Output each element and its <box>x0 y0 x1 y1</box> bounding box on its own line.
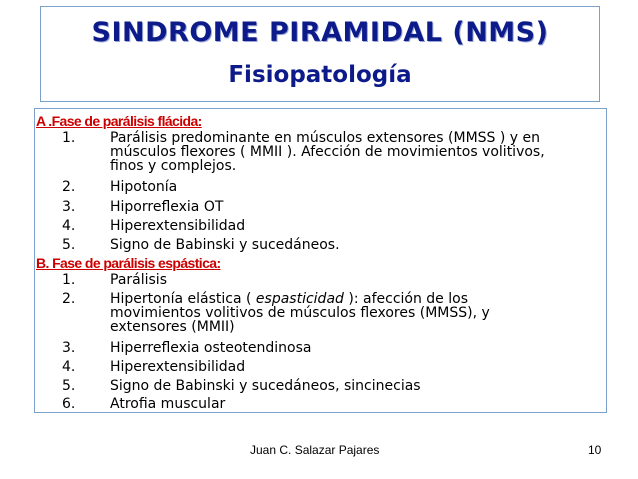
item-text: Hiperreflexia osteotendinosa <box>110 340 312 356</box>
item-text: Atrofia muscular <box>110 396 226 412</box>
list-item <box>62 131 602 177</box>
section-a-heading: A .Fase de parálisis flácida: <box>36 113 202 129</box>
item-number: 5. <box>62 378 76 394</box>
item-number: 1. <box>62 130 76 146</box>
item-text: Hiperextensibilidad <box>110 359 246 375</box>
page-number: 10 <box>588 443 602 457</box>
item-text-line: movimientos volitivos de músculos flexores (MMSS), y <box>110 305 490 321</box>
item-text-line: finos y complejos. <box>110 158 237 174</box>
item-text-line: músculos flexores ( MMII ). Afección de movimientos volitivos, <box>110 144 545 160</box>
item-text: Hiporreflexia OT <box>110 199 224 215</box>
title-box <box>40 6 600 102</box>
item-number: 3. <box>62 199 76 215</box>
slide-title: SINDROME PIRAMIDAL (NMS) <box>91 17 549 48</box>
item-text: Hipotonía <box>110 179 178 195</box>
item-text: Hiperextensibilidad <box>110 218 246 234</box>
item-number: 1. <box>62 272 76 288</box>
item-number: 3. <box>62 340 76 356</box>
section-b-heading: B. Fase de parálisis espástica: <box>36 255 221 271</box>
item-number: 2. <box>62 179 76 195</box>
item-number: 2. <box>62 291 76 307</box>
item-text: Signo de Babinski y sucedáneos, sincinecias <box>110 378 421 394</box>
item-text: Parálisis <box>110 272 167 288</box>
item-number: 5. <box>62 237 76 253</box>
footer-author: Juan C. Salazar Pajares <box>250 443 380 457</box>
list-item <box>62 292 602 338</box>
item-text-emphasis: espasticidad <box>255 291 344 307</box>
item-text-part: ): afección de los <box>343 291 468 307</box>
item-text-part: Hipertonía elástica ( <box>110 291 256 307</box>
item-text-line: Parálisis predominante en músculos extensores (MMSS ) y en <box>110 130 541 146</box>
item-number: 6. <box>62 396 76 412</box>
item-text-line: extensores (MMII) <box>110 319 235 335</box>
item-number: 4. <box>62 218 76 234</box>
item-text: Signo de Babinski y sucedáneos. <box>110 237 340 253</box>
item-number: 4. <box>62 359 76 375</box>
slide-subtitle: Fisiopatología <box>228 62 412 88</box>
